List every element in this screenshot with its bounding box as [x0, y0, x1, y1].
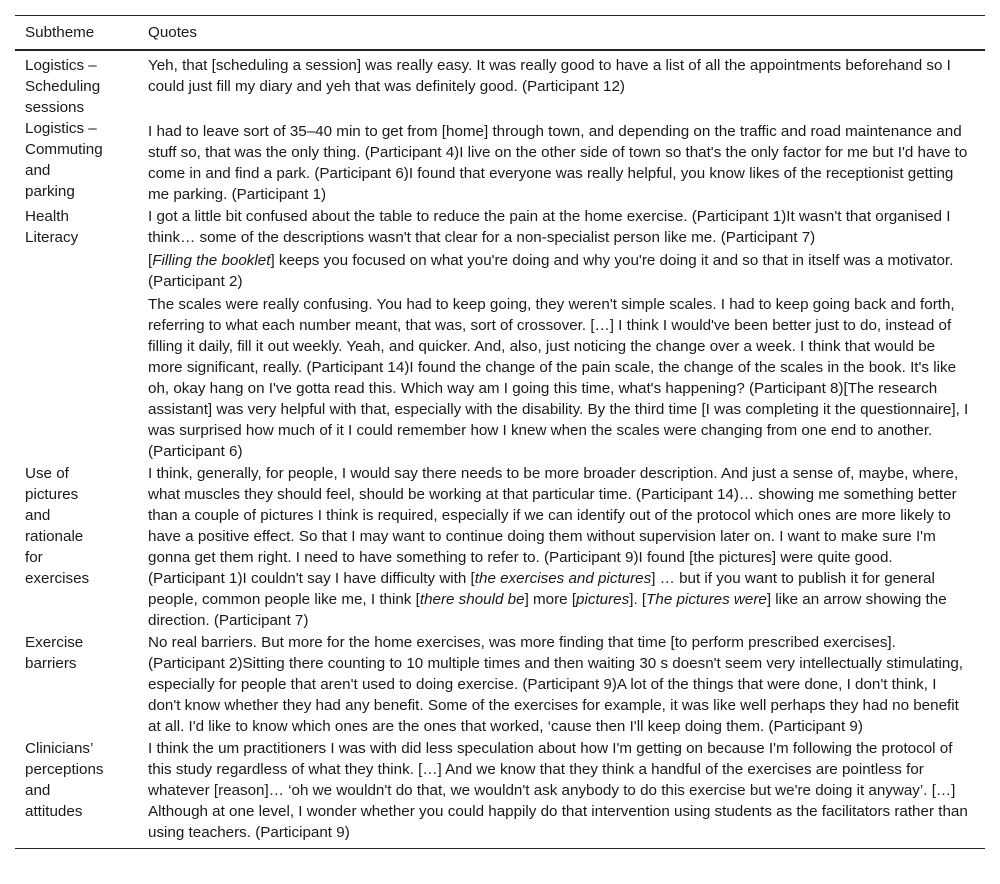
quote-text: I had to leave sort of 35–40 min to get from [home] through town, and depending on the traffic and road maintenance and stuff so, that was the only thing. (Participant 4)I live on the other side of town so that's the only factor for me but I'd have to come in and find a park. (Participant 6)I found that everyone was really helpful, you know likes of the receptionist getting me parking. (Participant 1) — [148, 123, 968, 203]
quote-fragment: [ — [148, 252, 153, 269]
subtheme-line: and — [25, 162, 51, 179]
subtheme-line: and — [25, 507, 51, 524]
quote-italic: there should be — [419, 591, 525, 608]
subtheme-line: barriers — [25, 655, 77, 672]
subtheme-line: attitudes — [25, 803, 83, 820]
quote-cell — [144, 118, 985, 206]
quote-text — [148, 250, 971, 292]
subtheme-cell — [15, 738, 144, 849]
quote-text: The scales were really confusing. You had to keep going, they weren't simple scales. I had to keep going back and forth, referring to what each number meant, that was, sort of crossover. […] I think I would've been better just to do, instead of filling it daily, fill it out weekly. Yeah, and quicker. And, also, just noticing the change over a week. I think that would be more significant, really. (Participant 14)I found the change of the pain scale, the change of the scales in the book. It's like oh, okay hang on I've gotta read this. Which way am I going this time, what's happening? (Participant 8)[The research assistant] was very helpful with that, especially with the disability. By the third time [I was completing it the questionnaire], I was surprised how much of it I could remember how I knew when the scales were changing from one end to another. (Participant 6) — [148, 296, 969, 460]
subtheme-line: Clinicians’ — [25, 740, 94, 757]
quote-fragment: ]. [ — [629, 591, 647, 608]
header-row — [15, 16, 985, 51]
table-header — [15, 16, 985, 51]
subthemes-quotes-table — [15, 15, 985, 849]
quote-text: I think the um practitioners I was with did less speculation about how I'm getting on because I'm following the protocol of this study regardless of what they think. […] And we know that they think a handful of the exercises are pointless for whatever [reason]… ‘oh we wouldn't do that, we wouldn't ask anybody to do this exercise but we're doing it anyway’. […] Although at one level, I wonder whether you could happily do that intervention using students as the facilitators rather than using teachers. (Participant 9) — [148, 740, 968, 841]
quote-cell — [144, 463, 985, 632]
table-row — [15, 118, 985, 206]
table-container — [15, 15, 985, 849]
quote-text: Yeh, that [scheduling a session] was really easy. It was really good to have a list of all the appointments beforehand so I could just fill my diary and yeh that was definitely good. (Participant 12) — [148, 57, 951, 95]
quote-italic: Filling the booklet — [152, 252, 271, 269]
quote-cell — [144, 50, 985, 118]
quote-cell — [144, 206, 985, 463]
quote-fragment: ] like an arrow showing the direction. (Participant 7) — [148, 591, 947, 629]
quote-fragment: ] more [ — [524, 591, 577, 608]
quote-fragment: ] keeps you focused on what you're doing and why you're doing it and so that in itself was a motivator. (Participant 2) — [148, 252, 954, 290]
subtheme-cell — [15, 118, 144, 206]
table-row — [15, 632, 985, 738]
subtheme-line: Health — [25, 208, 69, 225]
header-subtheme: Subtheme — [25, 24, 95, 41]
quote-italic: The pictures were — [646, 591, 767, 608]
quote-text — [148, 463, 971, 631]
table-row — [15, 738, 985, 849]
table-row — [15, 50, 985, 118]
subtheme-line: for — [25, 549, 43, 566]
subtheme-cell — [15, 632, 144, 738]
subtheme-cell — [15, 50, 144, 118]
quote-italic: the exercises and pictures — [474, 570, 652, 587]
table-row — [15, 463, 985, 632]
subtheme-line: exercises — [25, 570, 90, 587]
subtheme-line: Literacy — [25, 229, 79, 246]
subtheme-line: and — [25, 782, 51, 799]
quote-fragment: I think, generally, for people, I would say there needs to be more broader description. And just a sense of, maybe, where, what muscles they should feel, should be working at that particular time. (Participant 14)… showing me something better than a couple of pictures I think is required, especially if we can identify out of the protocol which ones are more likely to have a positive effect. So that I may want to continue doing them without supervision later on. I want to make sure I'm gonna get them right. I need to have something to refer to. (Participant 9)I found [the pictures] were quite good. (Participant 1)I couldn't say I have difficulty with [ — [148, 465, 959, 587]
subtheme-cell — [15, 206, 144, 463]
subtheme-line: Logistics – — [25, 57, 97, 74]
quote-italic: pictures — [576, 591, 630, 608]
quote-text: I got a little bit confused about the table to reduce the pain at the home exercise. (Participant 1)It wasn't that organised I think… some of the descriptions wasn't that clear for a non-specialist person like me. (Participant 7) — [148, 208, 951, 246]
header-quotes: Quotes — [148, 24, 197, 41]
subtheme-line: perceptions — [25, 761, 104, 778]
subtheme-line: rationale — [25, 528, 84, 545]
subtheme-cell — [15, 463, 144, 632]
subtheme-line: Scheduling — [25, 78, 101, 95]
table-row — [15, 206, 985, 463]
subtheme-line: sessions — [25, 99, 85, 116]
subtheme-line: pictures — [25, 486, 79, 503]
subtheme-line: Use of — [25, 465, 69, 482]
quote-cell — [144, 738, 985, 849]
subtheme-line: Exercise — [25, 634, 84, 651]
subtheme-line: Commuting — [25, 141, 103, 158]
quote-cell — [144, 632, 985, 738]
subtheme-line: parking — [25, 183, 75, 200]
quote-fragment: ] … but if you want to publish it for general people, common people like me, I think [ — [148, 570, 935, 608]
subtheme-line: Logistics – — [25, 120, 97, 137]
quote-text: No real barriers. But more for the home exercises, was more finding that time [to perform prescribed exercises]. (Participant 2)Sitting there counting to 10 multiple times and then waiting 30 s doesn't seem very intellectually stimulating, especially for people that aren't used to doing exercise. (Participant 9)A lot of the things that were done, I don't think, I don't know whether they had any benefit. Some of the exercises for example, it was like well perhaps they had no benefit at all. I'd like to know which ones are the ones that worked, ‘cause then I'll keep doing them. (Participant 9) — [148, 634, 964, 735]
